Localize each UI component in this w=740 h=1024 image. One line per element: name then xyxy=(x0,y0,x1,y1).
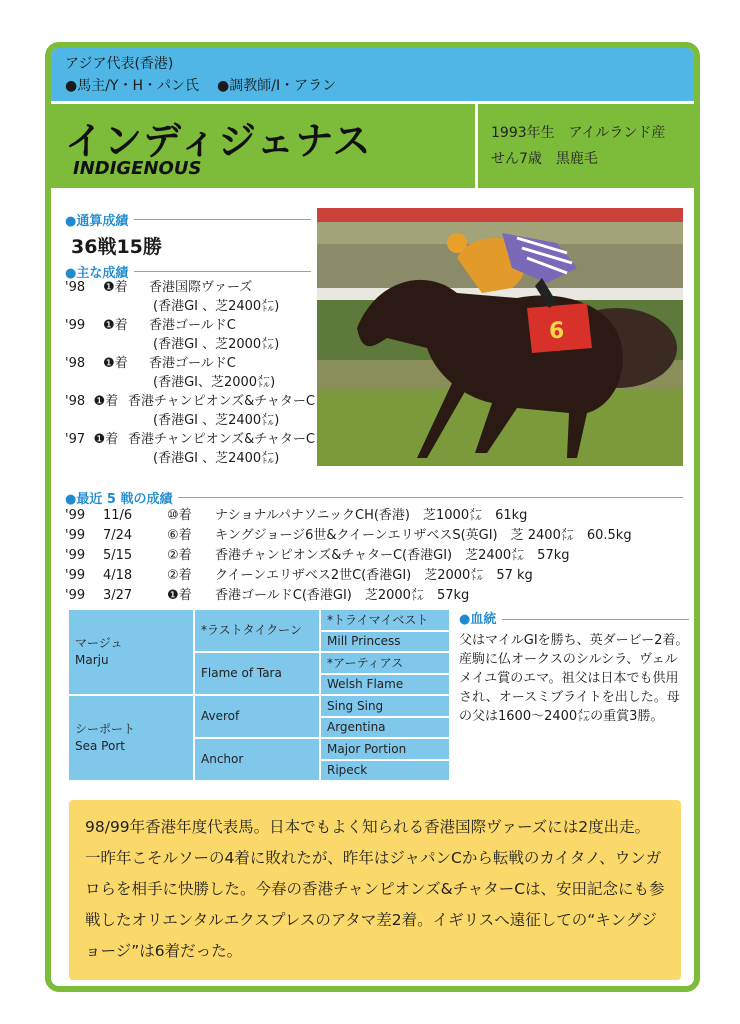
recent-heading-text: ●最近 5 戦の成績 xyxy=(65,492,173,507)
recent-date: 5/15 xyxy=(103,548,133,563)
recent-year: '99 xyxy=(65,588,86,603)
main-races-heading-text: ●主な成績 xyxy=(65,266,129,281)
recent-race: キングジョージ6世&クイーンエリザベスS(英GI) 芝 2400㍍ 60.5kg xyxy=(215,528,632,543)
pedigree-sire: マージュ Marju xyxy=(69,610,193,694)
recent-place: ②着 xyxy=(167,548,192,563)
main-race-item xyxy=(65,354,315,392)
main-race-item xyxy=(65,316,315,354)
recent-place: ⑩着 xyxy=(167,508,192,523)
recent-race-row xyxy=(65,566,632,586)
race-detail: (香港GI 、芝2400㍍) xyxy=(153,299,280,314)
sex-age-color: せん7歳 黒鹿毛 xyxy=(491,151,598,167)
header-bar xyxy=(51,48,694,104)
recent-race-row xyxy=(65,526,632,546)
race-name: 香港チャンピオンズ&チャターC xyxy=(127,394,315,409)
career-record: 36戦15勝 xyxy=(71,236,162,258)
horse-name-en: INDIGENOUS xyxy=(73,158,202,179)
pedigree-sds: *アーティアス xyxy=(321,653,449,673)
recent-place: ⑥着 xyxy=(167,528,192,543)
recent-year: '99 xyxy=(65,568,86,583)
race-year: '97 xyxy=(65,432,86,447)
owner-label: ●馬主/Y・H・パン氏 xyxy=(65,78,200,94)
pedigree-table xyxy=(69,610,449,780)
recent-place: ②着 xyxy=(167,568,192,583)
horse-profile-card xyxy=(45,42,700,992)
recent-year: '99 xyxy=(65,528,86,543)
pedigree-dds: Major Portion xyxy=(321,739,449,759)
race-place: ❶着 xyxy=(103,318,128,333)
title-bar xyxy=(51,104,694,188)
recent-race-row xyxy=(65,506,632,526)
horse-racing-image xyxy=(317,208,683,466)
horse-info xyxy=(491,120,665,172)
race-place: ❶着 xyxy=(93,394,119,409)
recent-race: クイーンエリザベス2世C(香港GI) 芝2000㍍ 57 kg xyxy=(215,568,533,583)
recent-date: 11/6 xyxy=(103,508,133,523)
comment-box: 98/99年香港年度代表馬。日本でもよく知られる香港国際ヴァーズには2度出走。一昨年こそルソーの4着に敗れたが、昨年はジャパンCから転戦のカイタノ、ウンガロらを相手に快勝した。今春の香港チャンピオンズ&チャターCは、安田記念にも参戦したオリエンタルエクスプレスのアタマ差2着。イギリスへ遠征しての“キングジョージ”は6着だった。 xyxy=(69,800,681,980)
race-photo xyxy=(317,208,683,466)
content-area xyxy=(51,188,694,992)
recent-year: '99 xyxy=(65,508,86,523)
bloodline-heading-text: ●血統 xyxy=(459,612,497,627)
pedigree-ddd: Ripeck xyxy=(321,761,449,780)
bloodline-heading xyxy=(459,610,689,629)
race-detail: (香港GI、芝2000㍍) xyxy=(153,375,276,390)
main-race-item xyxy=(65,278,315,316)
trainer-label: ●調教師/I・アラン xyxy=(217,78,337,94)
bloodline-text: 父はマイルGIを勝ち、英ダービー2着。産駒に仏オークスのシルシラ、ヴェルメイユ賞のエマ。祖父は日本でも供用され、オースミブライトを出した。母の父は1600〜2400㍍の重賞3勝。 xyxy=(459,633,689,724)
race-place: ❶着 xyxy=(103,356,128,371)
bloodline-section xyxy=(459,610,689,726)
race-name: 香港ゴールドC xyxy=(149,318,236,333)
race-place: ❶着 xyxy=(93,432,119,447)
pedigree-dsd: Argentina xyxy=(321,718,449,737)
recent-race-row xyxy=(65,546,632,566)
race-detail: (香港GI 、芝2000㍍) xyxy=(153,337,280,352)
race-year: '98 xyxy=(65,356,86,371)
svg-text:6: 6 xyxy=(549,319,565,344)
recent-race: ナショナルパナソニックCH(香港) 芝1000㍍ 61kg xyxy=(215,508,528,523)
pedigree-sdd: Welsh Flame xyxy=(321,675,449,694)
recent-place: ❶着 xyxy=(167,588,192,603)
recent-date: 7/24 xyxy=(103,528,133,543)
pedigree-ssd: Mill Princess xyxy=(321,632,449,651)
recent-heading xyxy=(65,488,683,507)
recent-race: 香港ゴールドC(香港GI) 芝2000㍍ 57kg xyxy=(215,588,470,603)
race-name: 香港ゴールドC xyxy=(149,356,236,371)
race-name: 香港国際ヴァーズ xyxy=(149,280,253,295)
race-detail: (香港GI 、芝2400㍍) xyxy=(153,451,280,466)
race-year: '98 xyxy=(65,394,86,409)
horse-name-jp: インディジェナス xyxy=(65,119,372,163)
pedigree-sss: *トライマイベスト xyxy=(321,610,449,630)
region-label: アジア代表(香港) xyxy=(65,56,174,72)
race-name: 香港チャンピオンズ&チャターC xyxy=(127,432,315,447)
career-heading xyxy=(65,210,311,229)
recent-race: 香港チャンピオンズ&チャターC(香港GI) 芝2400㍍ 57kg xyxy=(215,548,570,563)
recent-races-list xyxy=(65,506,632,606)
recent-year: '99 xyxy=(65,548,86,563)
recent-date: 3/27 xyxy=(103,588,133,603)
recent-race-row xyxy=(65,586,632,606)
career-heading-text: ●通算成績 xyxy=(65,214,129,229)
race-year: '99 xyxy=(65,318,86,333)
pedigree-dss: Sing Sing xyxy=(321,696,449,716)
main-race-item xyxy=(65,430,315,468)
pedigree-sire-dam: Flame of Tara xyxy=(195,653,319,694)
recent-date: 4/18 xyxy=(103,568,133,583)
pedigree-dam-sire: Averof xyxy=(195,696,319,737)
pedigree-dam-dam: Anchor xyxy=(195,739,319,780)
pedigree-sire-sire: *ラストタイクーン xyxy=(195,610,319,651)
race-place: ❶着 xyxy=(103,280,128,295)
race-year: '98 xyxy=(65,280,86,295)
title-divider xyxy=(475,104,478,188)
birth-info: 1993年生 アイルランド産 xyxy=(491,125,666,141)
main-race-item xyxy=(65,392,315,430)
main-races-list xyxy=(65,278,315,468)
pedigree-dam: シーポート Sea Port xyxy=(69,696,193,780)
race-detail: (香港GI 、芝2400㍍) xyxy=(153,413,280,428)
